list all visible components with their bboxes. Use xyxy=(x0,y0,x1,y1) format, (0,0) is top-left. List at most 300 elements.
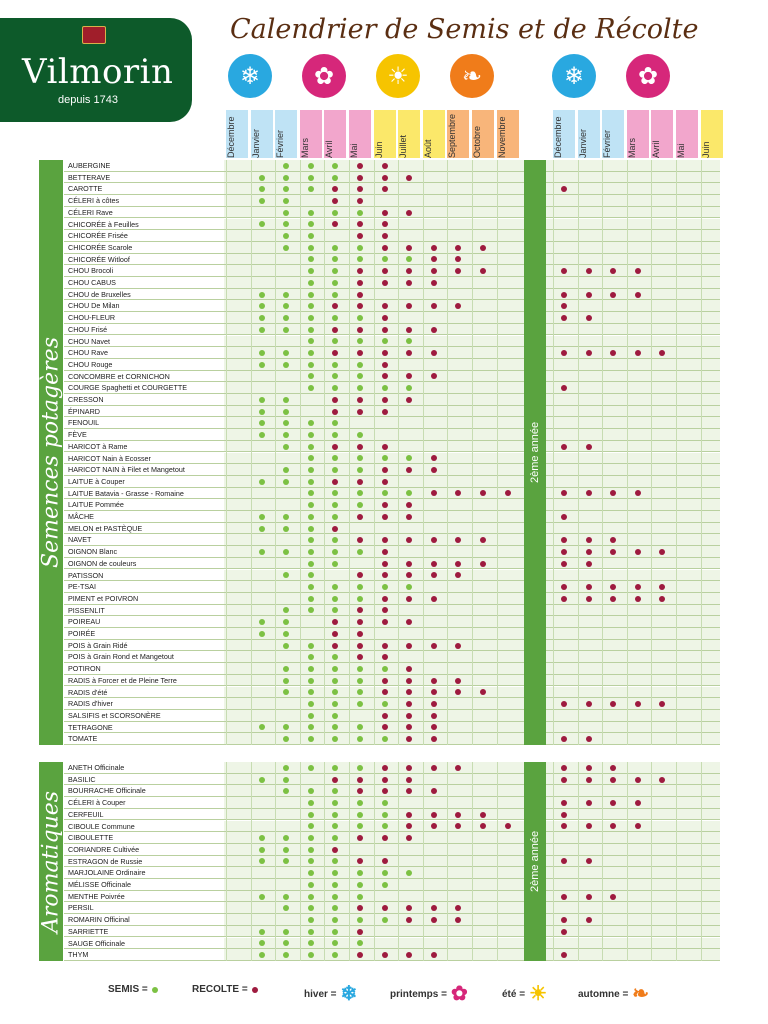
semis-dot xyxy=(308,765,314,771)
crop-label: BASILIC xyxy=(64,774,224,785)
crop-label: CHOU Frisé xyxy=(64,324,224,335)
semis-dot xyxy=(308,788,314,794)
recolte-dot xyxy=(406,643,412,649)
grid-line xyxy=(374,160,375,745)
hiver-icon: ❄ xyxy=(228,54,272,98)
recolte-dot xyxy=(431,280,437,286)
second-year-band-herbs xyxy=(524,762,546,961)
table-row xyxy=(64,914,720,926)
grid-line xyxy=(251,762,252,961)
recolte-dot xyxy=(586,596,592,602)
second-year-band-vegetables xyxy=(524,160,546,745)
crop-label: MENTHE Poivrée xyxy=(64,891,224,902)
recolte-dot xyxy=(480,245,486,251)
crop-label: AUBERGINE xyxy=(64,160,224,171)
recolte-dot xyxy=(382,678,388,684)
recolte-dot xyxy=(382,175,388,181)
vilmorin-logo xyxy=(0,18,192,122)
table-row xyxy=(64,289,720,301)
recolte-dot xyxy=(382,572,388,578)
semis-dot xyxy=(308,479,314,485)
semis-dot xyxy=(283,409,289,415)
semis-dot xyxy=(259,327,265,333)
crop-label: CAROTTE xyxy=(64,183,224,194)
recolte-dot xyxy=(586,444,592,450)
crop-label: NAVET xyxy=(64,534,224,545)
recolte-dot xyxy=(382,444,388,450)
legend-semis-label: SEMIS = xyxy=(108,984,148,995)
semis-dot xyxy=(283,777,289,783)
crop-label: MÂCHE xyxy=(64,511,224,522)
crop-label: PISSENLIT xyxy=(64,605,224,616)
semis-dot xyxy=(259,619,265,625)
semis-dot xyxy=(332,175,338,181)
semis-dot xyxy=(283,175,289,181)
table-row xyxy=(64,581,720,593)
crop-label: CHOU Navet xyxy=(64,336,224,347)
crop-label: CÉLERI Rave xyxy=(64,207,224,218)
recolte-dot xyxy=(382,905,388,911)
recolte-dot xyxy=(635,777,641,783)
table-row xyxy=(64,347,720,359)
semis-dot xyxy=(259,777,265,783)
crop-label: ROMARIN Officinal xyxy=(64,914,224,925)
logo-since: depuis 1743 xyxy=(58,94,118,106)
crop-label: BETTERAVE xyxy=(64,172,224,183)
crop-label: POTIRON xyxy=(64,663,224,674)
table-row xyxy=(64,722,720,734)
semis-dot xyxy=(259,350,265,356)
recolte-dot xyxy=(406,280,412,286)
month-header: Août xyxy=(423,110,445,158)
semis-dot xyxy=(259,514,265,520)
recolte-dot xyxy=(431,701,437,707)
semis-dot xyxy=(357,701,363,707)
recolte-dot xyxy=(382,221,388,227)
grid-line xyxy=(226,160,227,745)
crop-label: CHICORÉE Scarole xyxy=(64,242,224,253)
table-row xyxy=(64,832,720,844)
sun-icon: ☀ xyxy=(529,983,548,1005)
semis-dot xyxy=(259,409,265,415)
recolte-dot xyxy=(431,678,437,684)
semis-dot xyxy=(308,303,314,309)
month-header: Janvier xyxy=(578,110,600,158)
semis-dot xyxy=(382,455,388,461)
semis-dot xyxy=(382,338,388,344)
semis-dot xyxy=(259,186,265,192)
recolte-dot xyxy=(357,163,363,169)
month-header: Juillet xyxy=(398,110,420,158)
table-row xyxy=(64,300,720,312)
crop-label: TOMATE xyxy=(64,733,224,744)
recolte-dot xyxy=(586,800,592,806)
recolte-dot xyxy=(382,210,388,216)
semis-dot xyxy=(283,526,289,532)
recolte-dot xyxy=(406,514,412,520)
recolte-dot xyxy=(610,777,616,783)
recolte-dot xyxy=(431,537,437,543)
page-title: Calendrier de Semis et de Récolte xyxy=(230,14,699,45)
table-row xyxy=(64,254,720,266)
second-year-label: 2ème année xyxy=(529,830,541,893)
recolte-dot xyxy=(505,823,511,829)
semis-dot xyxy=(308,847,314,853)
crop-label: LAITUE Batavia - Grasse - Romaine xyxy=(64,488,224,499)
grid-line xyxy=(251,160,252,745)
recolte-dot xyxy=(382,163,388,169)
grid-line xyxy=(497,762,498,961)
recolte-dot xyxy=(357,280,363,286)
semis-dot xyxy=(259,929,265,935)
crop-label: CHOU De Milan xyxy=(64,300,224,311)
crop-label: FÈVE xyxy=(64,429,224,440)
semis-dot xyxy=(259,315,265,321)
semis-dot xyxy=(283,245,289,251)
month-header: Juin xyxy=(374,110,396,158)
crop-label: PE-TSAI xyxy=(64,581,224,592)
crop-label: SAUGE Officinale xyxy=(64,938,224,949)
table-row xyxy=(64,172,720,184)
recolte-dot xyxy=(586,894,592,900)
semis-dot xyxy=(259,835,265,841)
recolte-dot xyxy=(431,952,437,958)
recolte-dot xyxy=(635,584,641,590)
table-row xyxy=(64,546,720,558)
recolte-dot xyxy=(382,643,388,649)
grid-line xyxy=(472,160,473,745)
semis-dot xyxy=(308,678,314,684)
semis-dot xyxy=(382,701,388,707)
grid-line xyxy=(398,762,399,961)
month-header: Avril xyxy=(324,110,346,158)
semis-dot xyxy=(308,292,314,298)
semis-dot xyxy=(259,292,265,298)
legend-ete xyxy=(502,984,547,1004)
snowflake-icon: ❄ xyxy=(340,983,358,1005)
legend-ete-label: été = xyxy=(502,988,526,1000)
semis-dot xyxy=(308,350,314,356)
crop-label: ÉPINARD xyxy=(64,406,224,417)
crop-label: RADIS à Forcer et de Pleine Terre xyxy=(64,675,224,686)
grid-line xyxy=(398,160,399,745)
recolte-dot xyxy=(586,917,592,923)
recolte-dot xyxy=(406,561,412,567)
recolte-dot xyxy=(382,327,388,333)
recolte-dot xyxy=(382,765,388,771)
grid-line xyxy=(226,762,227,961)
semis-dot xyxy=(357,549,363,555)
recolte-dot xyxy=(586,765,592,771)
month-header: Juin xyxy=(701,110,723,158)
semis-dot xyxy=(357,678,363,684)
crop-label: PERSIL xyxy=(64,902,224,913)
crop-label: MARJOLAINE Ordinaire xyxy=(64,867,224,878)
grid-line xyxy=(275,160,276,745)
semis-dot xyxy=(308,186,314,192)
recolte-dot xyxy=(610,292,616,298)
recolte-dot xyxy=(431,788,437,794)
semis-dot xyxy=(259,549,265,555)
table-row xyxy=(64,938,720,950)
table-row xyxy=(64,710,720,722)
semis-dot xyxy=(357,917,363,923)
semis-dot xyxy=(283,397,289,403)
crop-label: CHICORÉE à Feuilles xyxy=(64,219,224,230)
recolte-dot xyxy=(406,812,412,818)
recolte-dot xyxy=(406,397,412,403)
recolte-dot xyxy=(635,596,641,602)
semis-dot xyxy=(259,397,265,403)
recolte-dot xyxy=(357,952,363,958)
crop-label: POIS à Grain Ridé xyxy=(64,640,224,651)
semis-dot xyxy=(357,596,363,602)
grid-line xyxy=(627,762,628,961)
recolte-dot xyxy=(561,765,567,771)
hiver-icon: ❄ xyxy=(552,54,596,98)
recolte-dot xyxy=(561,549,567,555)
semis-dot xyxy=(308,444,314,450)
crop-label: ESTRAGON de Russie xyxy=(64,856,224,867)
recolte-dot xyxy=(382,549,388,555)
crest-icon xyxy=(82,26,106,44)
semis-dot xyxy=(283,847,289,853)
table-row xyxy=(64,926,720,938)
crop-label: SARRIETTE xyxy=(64,926,224,937)
recolte-dot xyxy=(586,701,592,707)
recolte-dot xyxy=(561,777,567,783)
recolte-dot xyxy=(357,175,363,181)
semis-dot xyxy=(308,327,314,333)
recolte-dot xyxy=(635,549,641,555)
semis-dot xyxy=(357,894,363,900)
semis-dot xyxy=(308,268,314,274)
recolte-dot xyxy=(382,835,388,841)
table-row xyxy=(64,242,720,254)
legend-printemps-label: printemps = xyxy=(390,988,447,1000)
crop-label: ANETH Officinale xyxy=(64,762,224,773)
table-row xyxy=(64,762,720,774)
recolte-dot xyxy=(406,777,412,783)
semis-dot xyxy=(308,280,314,286)
month-header: Novembre xyxy=(497,110,519,158)
crop-label: CÉLERI à Couper xyxy=(64,797,224,808)
recolte-dot xyxy=(431,268,437,274)
recolte-dot xyxy=(357,929,363,935)
grid-line xyxy=(578,160,579,745)
table-row xyxy=(64,891,720,903)
legend-automne-label: automne = xyxy=(578,988,629,1000)
table-row xyxy=(64,219,720,231)
grid-line xyxy=(275,762,276,961)
recolte-dot xyxy=(406,678,412,684)
grid-line xyxy=(553,160,554,745)
table-row xyxy=(64,523,720,535)
semis-dot xyxy=(259,631,265,637)
recolte-dot xyxy=(382,689,388,695)
recolte-dot xyxy=(586,561,592,567)
crop-label: CONCOMBRE et CORNICHON xyxy=(64,371,224,382)
month-header: Janvier xyxy=(251,110,273,158)
semis-dot xyxy=(308,432,314,438)
crop-label: CHOU Rouge xyxy=(64,359,224,370)
recolte-dot xyxy=(586,736,592,742)
grid-line xyxy=(676,762,677,961)
recolte-dot xyxy=(382,952,388,958)
recolte-dot xyxy=(382,186,388,192)
recolte-dot xyxy=(586,549,592,555)
flower-icon: ✿ xyxy=(450,983,468,1005)
semis-dot xyxy=(283,643,289,649)
logo-name: Vilmorin xyxy=(22,52,174,92)
semis-dot xyxy=(357,765,363,771)
recolte-dot xyxy=(357,292,363,298)
semis-dot xyxy=(308,952,314,958)
table-row xyxy=(64,207,720,219)
table-row xyxy=(64,558,720,570)
semis-dot xyxy=(357,362,363,368)
semis-dot xyxy=(332,894,338,900)
semis-dot xyxy=(308,666,314,672)
semis-dot xyxy=(259,432,265,438)
section-herbs-label xyxy=(39,762,63,961)
semis-dot xyxy=(382,917,388,923)
semis-dot xyxy=(308,502,314,508)
legend-hiver-label: hiver = xyxy=(304,988,337,1000)
recolte-dot xyxy=(332,409,338,415)
table-row xyxy=(64,821,720,833)
legend-hiver xyxy=(304,984,357,1004)
semis-dot xyxy=(308,870,314,876)
crop-label: RADIS d'été xyxy=(64,687,224,698)
recolte-dot xyxy=(406,596,412,602)
semis-dot xyxy=(259,198,265,204)
recolte-dot xyxy=(610,596,616,602)
grid-line xyxy=(349,160,350,745)
grid-line xyxy=(627,160,628,745)
semis-dot xyxy=(283,444,289,450)
month-header: Mars xyxy=(627,110,649,158)
month-header: Mai xyxy=(349,110,371,158)
semis-dot xyxy=(308,812,314,818)
semis-dot xyxy=(283,210,289,216)
recolte-dot xyxy=(561,929,567,935)
semis-dot xyxy=(308,549,314,555)
semis-dot xyxy=(382,666,388,672)
crop-label: MELON et PASTÈQUE xyxy=(64,523,224,534)
semis-dot xyxy=(259,847,265,853)
grid-line xyxy=(553,762,554,961)
semis-dot xyxy=(259,952,265,958)
section-herbs-title: Aromatiques xyxy=(38,790,64,933)
semis-dot xyxy=(259,221,265,227)
recolte-dot xyxy=(382,268,388,274)
recolte-dot xyxy=(561,596,567,602)
grid-line xyxy=(349,762,350,961)
legend-recolte-label: RECOLTE = xyxy=(192,984,248,995)
semis-dot xyxy=(283,514,289,520)
recolte-dot xyxy=(406,765,412,771)
month-header: Décembre xyxy=(553,110,575,158)
crop-label: THYM xyxy=(64,949,224,960)
recolte-dot xyxy=(382,409,388,415)
semis-dot xyxy=(259,303,265,309)
semis-dot xyxy=(357,800,363,806)
recolte-dot xyxy=(357,479,363,485)
recolte-dot xyxy=(635,800,641,806)
herbs-grid xyxy=(64,762,720,961)
grid-line xyxy=(447,762,448,961)
crop-label: CHOU-FLEUR xyxy=(64,312,224,323)
semis-dot xyxy=(308,537,314,543)
month-header: Février xyxy=(275,110,297,158)
recolte-dot xyxy=(561,292,567,298)
recolte-dot xyxy=(332,643,338,649)
semis-dot xyxy=(308,894,314,900)
semis-dot xyxy=(308,654,314,660)
recolte-dot xyxy=(357,631,363,637)
semis-dot xyxy=(308,643,314,649)
crop-label: CHOU CABUS xyxy=(64,277,224,288)
month-header: Octobre xyxy=(472,110,494,158)
semis-dot xyxy=(308,713,314,719)
grid-line xyxy=(423,762,424,961)
semis-dot xyxy=(283,929,289,935)
semis-dot xyxy=(283,765,289,771)
semis-dot xyxy=(308,701,314,707)
recolte-dot xyxy=(382,788,388,794)
recolte-dot xyxy=(357,409,363,415)
recolte-dot xyxy=(357,835,363,841)
crop-label: CHICORÉE Witloof xyxy=(64,254,224,265)
grid-line xyxy=(602,762,603,961)
semis-dot xyxy=(357,210,363,216)
recolte-dot xyxy=(382,713,388,719)
recolte-dot xyxy=(332,526,338,532)
table-row xyxy=(64,570,720,582)
crop-label: CERFEUIL xyxy=(64,809,224,820)
table-row xyxy=(64,277,720,289)
semis-dot xyxy=(357,315,363,321)
crop-label: CORIANDRE Cultivée xyxy=(64,844,224,855)
semis-dot xyxy=(382,812,388,818)
recolte-dot xyxy=(382,315,388,321)
table-row xyxy=(64,183,720,195)
table-row xyxy=(64,949,720,961)
semis-dot xyxy=(308,420,314,426)
recolte-dot xyxy=(561,701,567,707)
table-row xyxy=(64,476,720,488)
recolte-dot xyxy=(586,315,592,321)
recolte-dot xyxy=(382,502,388,508)
recolte-dot xyxy=(431,812,437,818)
recolte-dot xyxy=(431,736,437,742)
month-header: Février xyxy=(602,110,624,158)
recolte-dot xyxy=(357,198,363,204)
grid-line xyxy=(447,160,448,745)
table-row xyxy=(64,230,720,242)
semis-dot xyxy=(283,163,289,169)
section-vegetables-title: Semences potagères xyxy=(38,337,64,568)
crop-label: FENOUIL xyxy=(64,417,224,428)
recolte-dot xyxy=(480,561,486,567)
table-row xyxy=(64,371,720,383)
crop-label: OIGNON de couleurs xyxy=(64,558,224,569)
recolte-dot xyxy=(357,643,363,649)
semis-dot xyxy=(382,736,388,742)
recolte-dot xyxy=(561,800,567,806)
recolte-dot xyxy=(635,701,641,707)
